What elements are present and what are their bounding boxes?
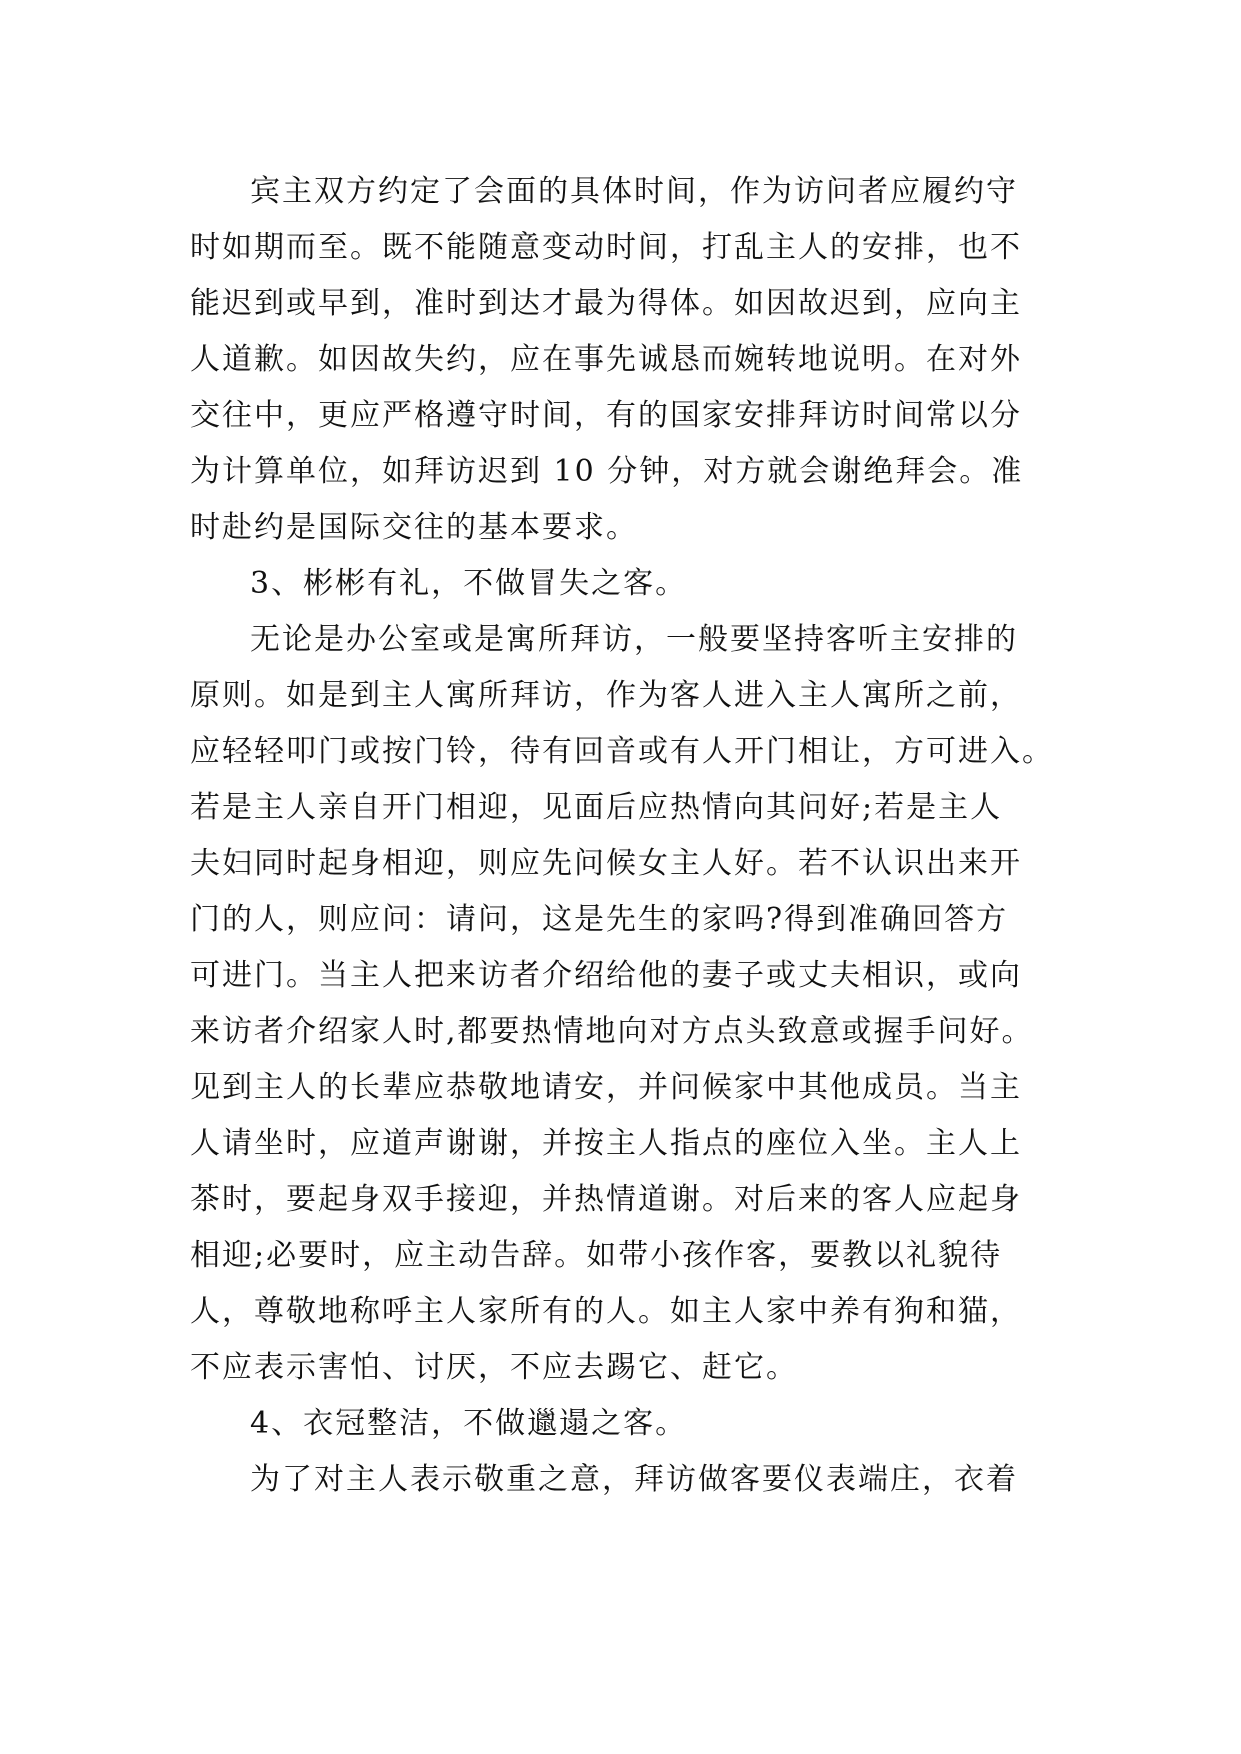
paragraph-line: 能迟到或早到，准时到达才最为得体。如因故迟到，应向主 — [190, 286, 1022, 321]
paragraph-line: 可进门。当主人把来访者介绍给他的妻子或丈夫相识，或向 — [190, 958, 1022, 993]
paragraph-line: 来访者介绍家人时,都要热情地向对方点头致意或握手问好。 — [190, 1014, 1034, 1049]
paragraph-line: 茶时，要起身双手接迎，并热情道谢。对后来的客人应起身 — [190, 1182, 1022, 1217]
paragraph-line: 人道歉。如因故失约，应在事先诚恳而婉转地说明。在对外 — [190, 342, 1022, 377]
paragraph-line: 为了对主人表示敬重之意，拜访做客要仪表端庄，衣着 — [250, 1462, 1018, 1497]
paragraph-line: 人请坐时，应道声谢谢，并按主人指点的座位入坐。主人上 — [190, 1126, 1022, 1161]
paragraph-line: 见到主人的长辈应恭敬地请安，并问候家中其他成员。当主 — [190, 1070, 1022, 1105]
paragraph-line: 交往中，更应严格遵守时间，有的国家安排拜访时间常以分 — [190, 398, 1022, 433]
paragraph-line: 应轻轻叩门或按门铃，待有回音或有人开门相让，方可进入。 — [190, 734, 1054, 769]
paragraph-line: 时如期而至。既不能随意变动时间，打乱主人的安排，也不 — [190, 230, 1022, 265]
paragraph-line: 宾主双方约定了会面的具体时间，作为访问者应履约守 — [250, 174, 1018, 209]
paragraph-line: 人，尊敬地称呼主人家所有的人。如主人家中养有狗和猫， — [190, 1294, 1022, 1329]
paragraph-line: 原则。如是到主人寓所拜访，作为客人进入主人寓所之前， — [190, 678, 1022, 713]
paragraph-line: 不应表示害怕、讨厌，不应去踢它、赶它。 — [190, 1350, 798, 1385]
section-heading: 3、彬彬有礼，不做冒失之客。 — [250, 566, 688, 601]
paragraph-line: 时赴约是国际交往的基本要求。 — [190, 510, 638, 545]
paragraph-line: 为计算单位，如拜访迟到 10 分钟，对方就会谢绝拜会。准 — [190, 454, 1024, 489]
paragraph-line: 门的人，则应问：请问，这是先生的家吗?得到准确回答方 — [190, 902, 1009, 937]
paragraph-line: 若是主人亲自开门相迎，见面后应热情向其问好;若是主人 — [190, 790, 1003, 825]
section-heading: 4、衣冠整洁，不做邋遢之客。 — [250, 1406, 688, 1441]
paragraph-line: 无论是办公室或是寓所拜访，一般要坚持客听主安排的 — [250, 622, 1018, 657]
paragraph-line: 相迎;必要时，应主动告辞。如带小孩作客，要教以礼貌待 — [190, 1238, 1003, 1273]
paragraph-line: 夫妇同时起身相迎，则应先问候女主人好。若不认识出来开 — [190, 846, 1022, 881]
document-body — [190, 164, 1060, 1508]
